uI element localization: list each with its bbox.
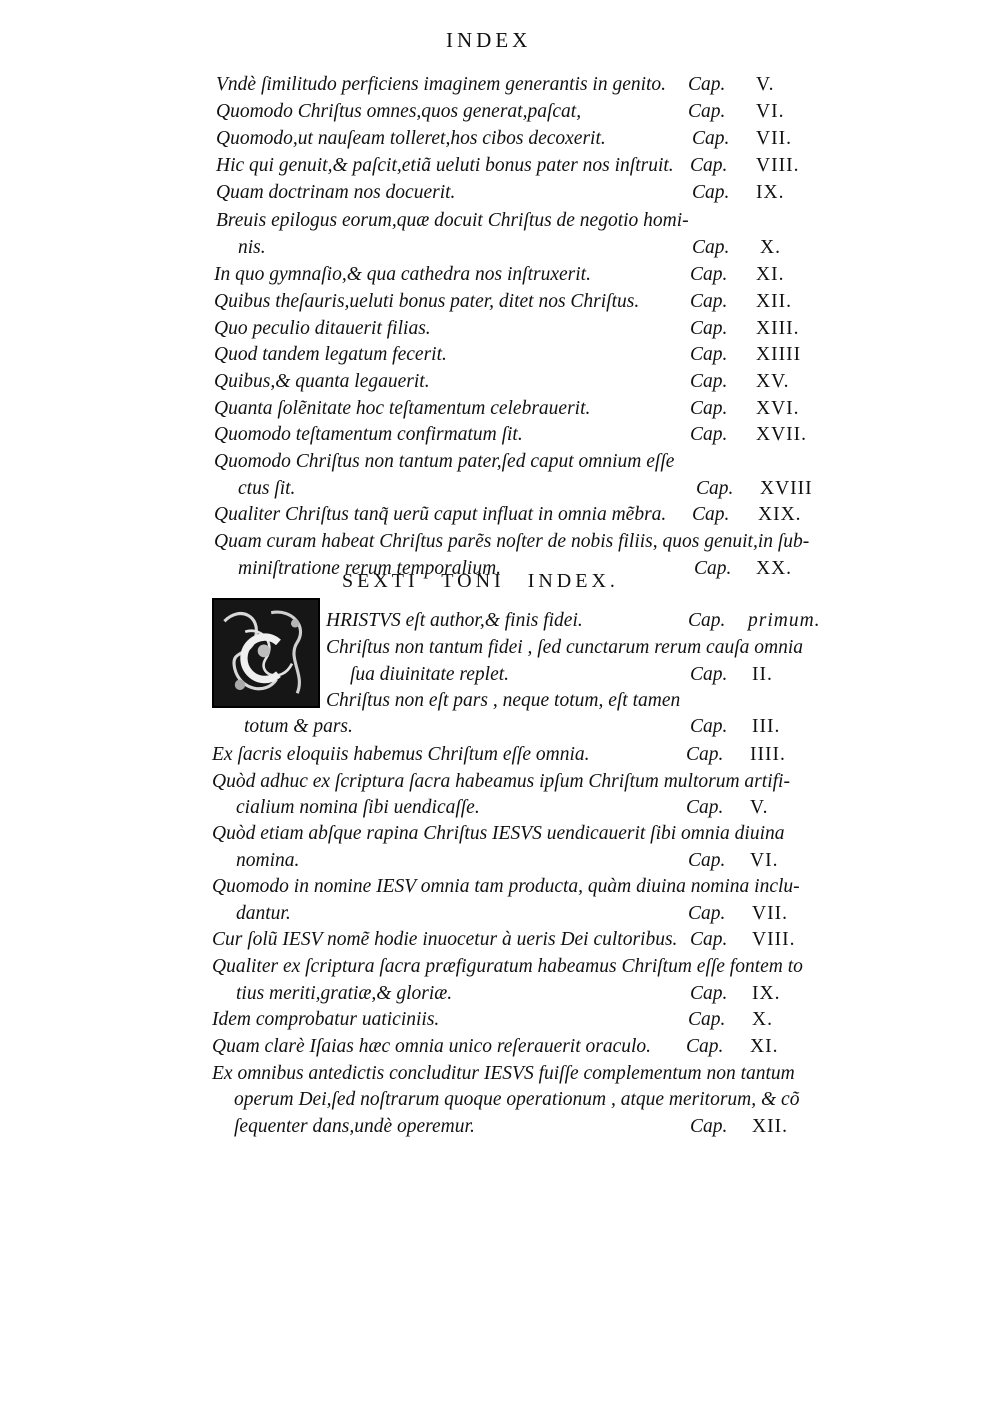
- chapter-number: VII.: [752, 903, 788, 924]
- decorated-initial-c-icon: [212, 598, 320, 708]
- index-entry-line: Quam doctrinam nos docuerit.: [216, 182, 456, 203]
- chapter-label: Cap.: [688, 74, 726, 95]
- chapter-label: Cap.: [688, 101, 726, 122]
- chapter-number: XIIII: [756, 344, 802, 365]
- index-entry-line: Quomodo Chriſtus non tantum pater,ſed caput omnium eſſe: [214, 451, 675, 472]
- chapter-number: XVIII: [760, 478, 813, 499]
- chapter-label: Cap.: [686, 1036, 724, 1057]
- chapter-label: Cap.: [696, 478, 734, 499]
- chapter-label: Cap.: [690, 1116, 728, 1137]
- index-entry-line: Quo peculio ditauerit filias.: [214, 318, 431, 339]
- index-entry-line: nomina.: [236, 850, 300, 871]
- chapter-number: XIII.: [756, 318, 800, 339]
- index-entry-line: Quomodo Chriſtus omnes,quos generat,paſcat,: [216, 101, 582, 122]
- index-entry-line: Chriſtus non tantum fidei , ſed cunctarum rerum cauſa omnia: [326, 637, 803, 658]
- chapter-number: IX.: [752, 983, 781, 1004]
- chapter-number: XIX.: [758, 504, 802, 525]
- index-entry-line: ſequenter dans,undè operemur.: [234, 1116, 475, 1137]
- index-entry-line: totum & pars.: [244, 716, 353, 737]
- index-entry-line: Ex omnibus antedictis concluditur IESVS fuiſſe complementum non tantum: [212, 1063, 795, 1084]
- chapter-label: Cap.: [690, 344, 728, 365]
- chapter-number: IIII.: [750, 744, 786, 765]
- chapter-label: Cap.: [690, 371, 728, 392]
- chapter-label: Cap.: [688, 903, 726, 924]
- chapter-label: Cap.: [690, 664, 728, 685]
- index-entry-line: Idem comprobatur uaticiniis.: [212, 1009, 440, 1030]
- chapter-number: XV.: [756, 371, 790, 392]
- chapter-number: VII.: [756, 128, 792, 149]
- chapter-number: XX.: [756, 558, 793, 579]
- index-entry-line: Chriſtus non eſt pars , neque totum, eſt tamen: [326, 690, 681, 711]
- index-entry-line: Hic qui genuit,& paſcit,etiã ueluti bonus pater nos inſtruit.: [216, 155, 674, 176]
- chapter-label: Cap.: [690, 155, 728, 176]
- chapter-number: primum.: [748, 610, 821, 631]
- chapter-number: III.: [752, 716, 781, 737]
- index-entry-line: HRISTVS eſt author,& finis fidei.: [326, 610, 583, 631]
- index-entry-line: miniſtratione rerum temporalium.: [238, 558, 502, 579]
- index-entry-line: dantur.: [236, 903, 291, 924]
- index-entry-line: Quam clarè Iſaias hæc omnia unico reſerauerit oraculo.: [212, 1036, 652, 1057]
- index-entry-line: Qualiter ex ſcriptura ſacra præfiguratum habeamus Chriſtum eſſe fontem to: [212, 956, 803, 977]
- chapter-label: Cap.: [688, 1009, 726, 1030]
- chapter-number: IX.: [756, 182, 785, 203]
- index-entry-line: Quomodo teſtamentum confirmatum ſit.: [214, 424, 523, 445]
- index-entry-line: Qualiter Chriſtus tanq̃ uerũ caput influat in omnia mẽbra.: [214, 504, 667, 525]
- index-entry-line: Cur ſolũ IESV nomẽ hodie inuocetur à ueris Dei cultoribus.: [212, 929, 678, 950]
- index-entry-line: Quomodo in nomine IESV omnia tam producta, quàm diuina nomina inclu-: [212, 876, 800, 897]
- section-title: SEXTI TONI INDEX.: [342, 570, 619, 592]
- chapter-number: II.: [752, 664, 773, 685]
- chapter-number: V.: [756, 74, 775, 95]
- chapter-label: Cap.: [690, 291, 728, 312]
- index-entry-line: ctus ſit.: [238, 478, 296, 499]
- chapter-label: Cap.: [694, 558, 732, 579]
- chapter-label: Cap.: [690, 398, 728, 419]
- chapter-label: Cap.: [692, 182, 730, 203]
- index-entry-line: nis.: [238, 237, 266, 258]
- chapter-number: X.: [760, 237, 781, 258]
- chapter-number: VIII.: [756, 155, 800, 176]
- chapter-number: XII.: [756, 291, 792, 312]
- chapter-number: X.: [752, 1009, 773, 1030]
- index-entry-line: ſua diuinitate replet.: [350, 664, 510, 685]
- index-entry-line: tius meriti,gratiæ,& gloriæ.: [236, 983, 453, 1004]
- chapter-label: Cap.: [686, 797, 724, 818]
- chapter-number: XI.: [756, 264, 785, 285]
- chapter-label: Cap.: [692, 504, 730, 525]
- index-entry-line: cialium nomina ſibi uendicaſſe.: [236, 797, 480, 818]
- chapter-number: XVI.: [756, 398, 800, 419]
- index-entry-line: Vndè ſimilitudo perficiens imaginem generantis in genito.: [216, 74, 667, 95]
- index-entry-line: Quibus theſauris,ueluti bonus pater, ditet nos Chriſtus.: [214, 291, 640, 312]
- chapter-label: Cap.: [690, 264, 728, 285]
- chapter-label: Cap.: [692, 128, 730, 149]
- index-entry-line: Quod tandem legatum fecerit.: [214, 344, 447, 365]
- index-entry-line: Quòd adhuc ex ſcriptura ſacra habeamus ipſum Chriſtum multorum artifi-: [212, 771, 790, 792]
- index-entry-line: operum Dei,ſed noſtrarum quoque operationum , atque meritorum, & cõ: [234, 1089, 800, 1110]
- chapter-label: Cap.: [690, 983, 728, 1004]
- chapter-label: Cap.: [688, 610, 726, 631]
- chapter-label: Cap.: [690, 716, 728, 737]
- chapter-number: XVII.: [756, 424, 808, 445]
- index-entry-line: Quam curam habeat Chriſtus parẽs noſter de nobis filiis, quos genuit,in ſub-: [214, 531, 810, 552]
- chapter-number: XI.: [750, 1036, 779, 1057]
- running-title: INDEX: [446, 28, 532, 52]
- chapter-number: VIII.: [752, 929, 796, 950]
- chapter-label: Cap.: [686, 744, 724, 765]
- index-entry-line: Ex ſacris eloquiis habemus Chriſtum eſſe omnia.: [212, 744, 590, 765]
- index-entry-line: Quomodo,ut nauſeam tolleret,hos cibos decoxerit.: [216, 128, 606, 149]
- chapter-label: Cap.: [688, 850, 726, 871]
- chapter-number: VI.: [750, 850, 779, 871]
- index-entry-line: Quòd etiam abſque rapina Chriſtus IESVS uendicauerit ſibi omnia diuina: [212, 823, 785, 844]
- index-entry-line: Breuis epilogus eorum,quæ docuit Chriſtus de negotio homi-: [216, 210, 689, 231]
- index-entry-line: Quibus,& quanta legauerit.: [214, 371, 430, 392]
- chapter-label: Cap.: [690, 929, 728, 950]
- chapter-number: XII.: [752, 1116, 788, 1137]
- index-entry-line: Quanta ſolẽnitate hoc teſtamentum celebrauerit.: [214, 398, 591, 419]
- chapter-label: Cap.: [690, 318, 728, 339]
- chapter-label: Cap.: [690, 424, 728, 445]
- chapter-label: Cap.: [692, 237, 730, 258]
- chapter-number: V.: [750, 797, 769, 818]
- index-entry-line: In quo gymnaſio,& qua cathedra nos inſtruxerit.: [214, 264, 591, 285]
- chapter-number: VI.: [756, 101, 785, 122]
